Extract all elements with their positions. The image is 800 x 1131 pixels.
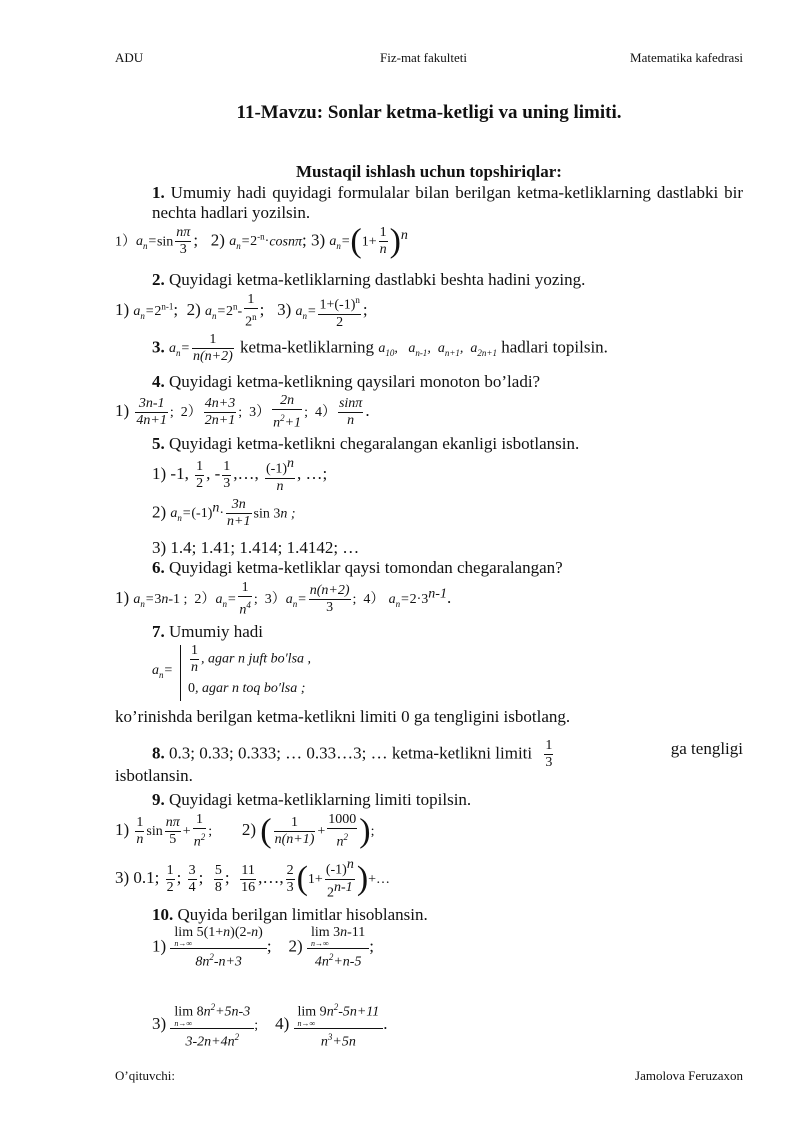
task-3: 3. $a_n=$ $\frac{1}{n(n+2)}$ ketma-ketliklarning $a_{10}$, $a_{n-1}$, $a_{n+1}$, $a_{2n+1}$ hadlari topilsin. bbox=[152, 332, 608, 364]
task-number: 1. bbox=[152, 183, 165, 202]
task-text: 0.3; 0.33; 0.333; … 0.33…3; … ketma-ketlikni limiti bbox=[164, 743, 533, 763]
task-text: Quyidagi ketma-ketliklar qaysi tomondan chegaralangan? bbox=[164, 558, 563, 577]
case-2: agar n toq bo′lsa ; bbox=[202, 681, 306, 696]
task-5 bbox=[152, 434, 579, 454]
task-9-formulas-a: 1) $\frac{1}{n}$ sin $\frac{n\pi}{5}$ + $\frac{1}{n^2}$ ; 2) ( $\frac{1}{n(n+1)}$ + $\frac{1000}{n^2}$ ); bbox=[115, 812, 375, 850]
task-6-formulas: 1) $a_n=3n-1$ ; $2)a_n=$ $\frac{1}{n^4}$ ; $3)a_n=$ $\frac{n(n+2)}{3}$ ; 4） $a_n=2\cdot 3^{n-1}$. bbox=[115, 580, 452, 618]
task-1 bbox=[152, 183, 743, 223]
task-7 bbox=[152, 622, 263, 642]
task-number: 4. bbox=[152, 372, 165, 391]
task-9 bbox=[152, 790, 471, 810]
task-number: 5. bbox=[152, 434, 165, 453]
header-center: Fiz-mat fakulteti bbox=[380, 50, 468, 65]
task-tail: hadlari topilsin. bbox=[496, 337, 608, 357]
task-text: Quyidagi ketma-ketliklarning limiti topilsin. bbox=[164, 790, 472, 809]
task-10-formulas-b: 3) $\lim 8n^2+5n-3$ n→∞ $3-2n+4n^2$ ; 4) $\lim 9n^2-5n+11$ n→∞ $n^3+5n$ . bbox=[152, 1002, 388, 1050]
task-4-formulas: 1) $\frac{3n-1}{4n+1}$ ; 2） $\frac{4n+3}{2n+1}$ ; 3） $\frac{2n}{n^2+1}$ ; 4） $\frac{\sin\pi}{n}$ . bbox=[115, 393, 370, 431]
footer-right: Jamolova Feruzaxon bbox=[635, 1068, 743, 1083]
task-10 bbox=[152, 905, 428, 925]
task-number: 8. bbox=[152, 743, 165, 763]
page-title: 11-Mavzu: Sonlar ketma-ketligi va uning limiti. bbox=[236, 102, 622, 123]
task-text: Umumiy hadi bbox=[164, 622, 263, 641]
task-number: 9. bbox=[152, 790, 165, 809]
task-2-formulas: 1) $a_n=2^{n-1}$; 2) $a_n=2^n-$ $\frac{1}{2^n}$ ; 3) $a_n=$ $\frac{1+(-1)^n}{2}$ ; bbox=[115, 292, 368, 330]
task-6 bbox=[152, 558, 563, 578]
task-tail: ga tengligi bbox=[670, 739, 743, 758]
task-5-item-3: 3) 1.4; 1.41; 1.414; 1.4142; … bbox=[152, 538, 360, 557]
task-text: Quyidagi ketma-ketlikning qaysilari monoton bo’ladi? bbox=[164, 372, 541, 391]
task-number: 2. bbox=[152, 270, 165, 289]
task-8-after: isbotlansin. bbox=[115, 766, 193, 785]
footer-left: O’qituvchi: bbox=[115, 1068, 175, 1083]
header-right: Matematika kafedrasi bbox=[630, 50, 743, 65]
task-5-item-2: 2) $a_n=(-1)^n\cdot$ $\frac{3n}{n+1}$ sin 3n ; bbox=[152, 497, 296, 529]
task-8: 8. 0.3; 0.33; 0.333; … 0.33…3; … ketma-ketlikni limiti $\frac{1}{3}$ ga tengligi bbox=[152, 738, 743, 770]
header-left: ADU bbox=[115, 50, 144, 65]
task-number: 3. bbox=[152, 337, 165, 357]
task-text: Quyida berilgan limitlar hisoblansin. bbox=[173, 905, 428, 924]
task-4 bbox=[152, 372, 540, 392]
task-text: Quyidagi ketma-ketliklarning dastlabki beshta hadini yozing. bbox=[164, 270, 586, 289]
task-text: ketma-ketliklarning bbox=[235, 337, 375, 357]
task-7-after: ko’rinishda berilgan ketma-ketlikni limiti 0 ga tengligini isbotlang. bbox=[115, 707, 571, 726]
task-text: Quyidagi ketma-ketlikni chegaralangan ekanligi isbotlansin. bbox=[164, 434, 580, 453]
subtitle: Mustaqil ishlash uchun topshiriqlar: bbox=[296, 162, 562, 181]
task-9-formulas-b: 3) 0.1; $\frac{1}{2}$ ; $\frac{3}{4}$ ; $\frac{5}{8}$ ; $\frac{11}{16}$ ,…, $\frac{2}{3}$ (1+ $\frac{(-1)^n}{2^{n-1}}$ )+… bbox=[115, 857, 391, 901]
task-2 bbox=[152, 270, 585, 290]
task-number: 6. bbox=[152, 558, 165, 577]
task-text: Umumiy hadi quyidagi formulalar bilan berilgan ketma-ketliklarning dastlabki bir nechta hadlari yozilsin. bbox=[152, 183, 743, 222]
task-1-formulas: $1)a_n=\sin$ $\frac{n\pi}{3}$ ; 2) $a_n=2^{-n}\cdot\cos n\pi$; 3) $a_n=(1+$ $\frac{1}{n}$ )$^n$ bbox=[115, 222, 408, 260]
task-number: 7. bbox=[152, 622, 165, 641]
case-1: agar n juft bo′lsa , bbox=[208, 651, 312, 667]
task-5-item-1: 1) -1, $\frac{1}{2}$ , - $\frac{1}{3}$ ,…, $\frac{(-1)^n}{n}$ , …; bbox=[152, 456, 328, 494]
task-number: 10. bbox=[152, 905, 174, 924]
task-10-formulas-a: 1) lim 5(1+n)(2-n) n→∞ $8n^2-n+3$ ; 2) lim 3n-11 n→∞ $4n^2+n-5$ ; bbox=[152, 925, 375, 970]
